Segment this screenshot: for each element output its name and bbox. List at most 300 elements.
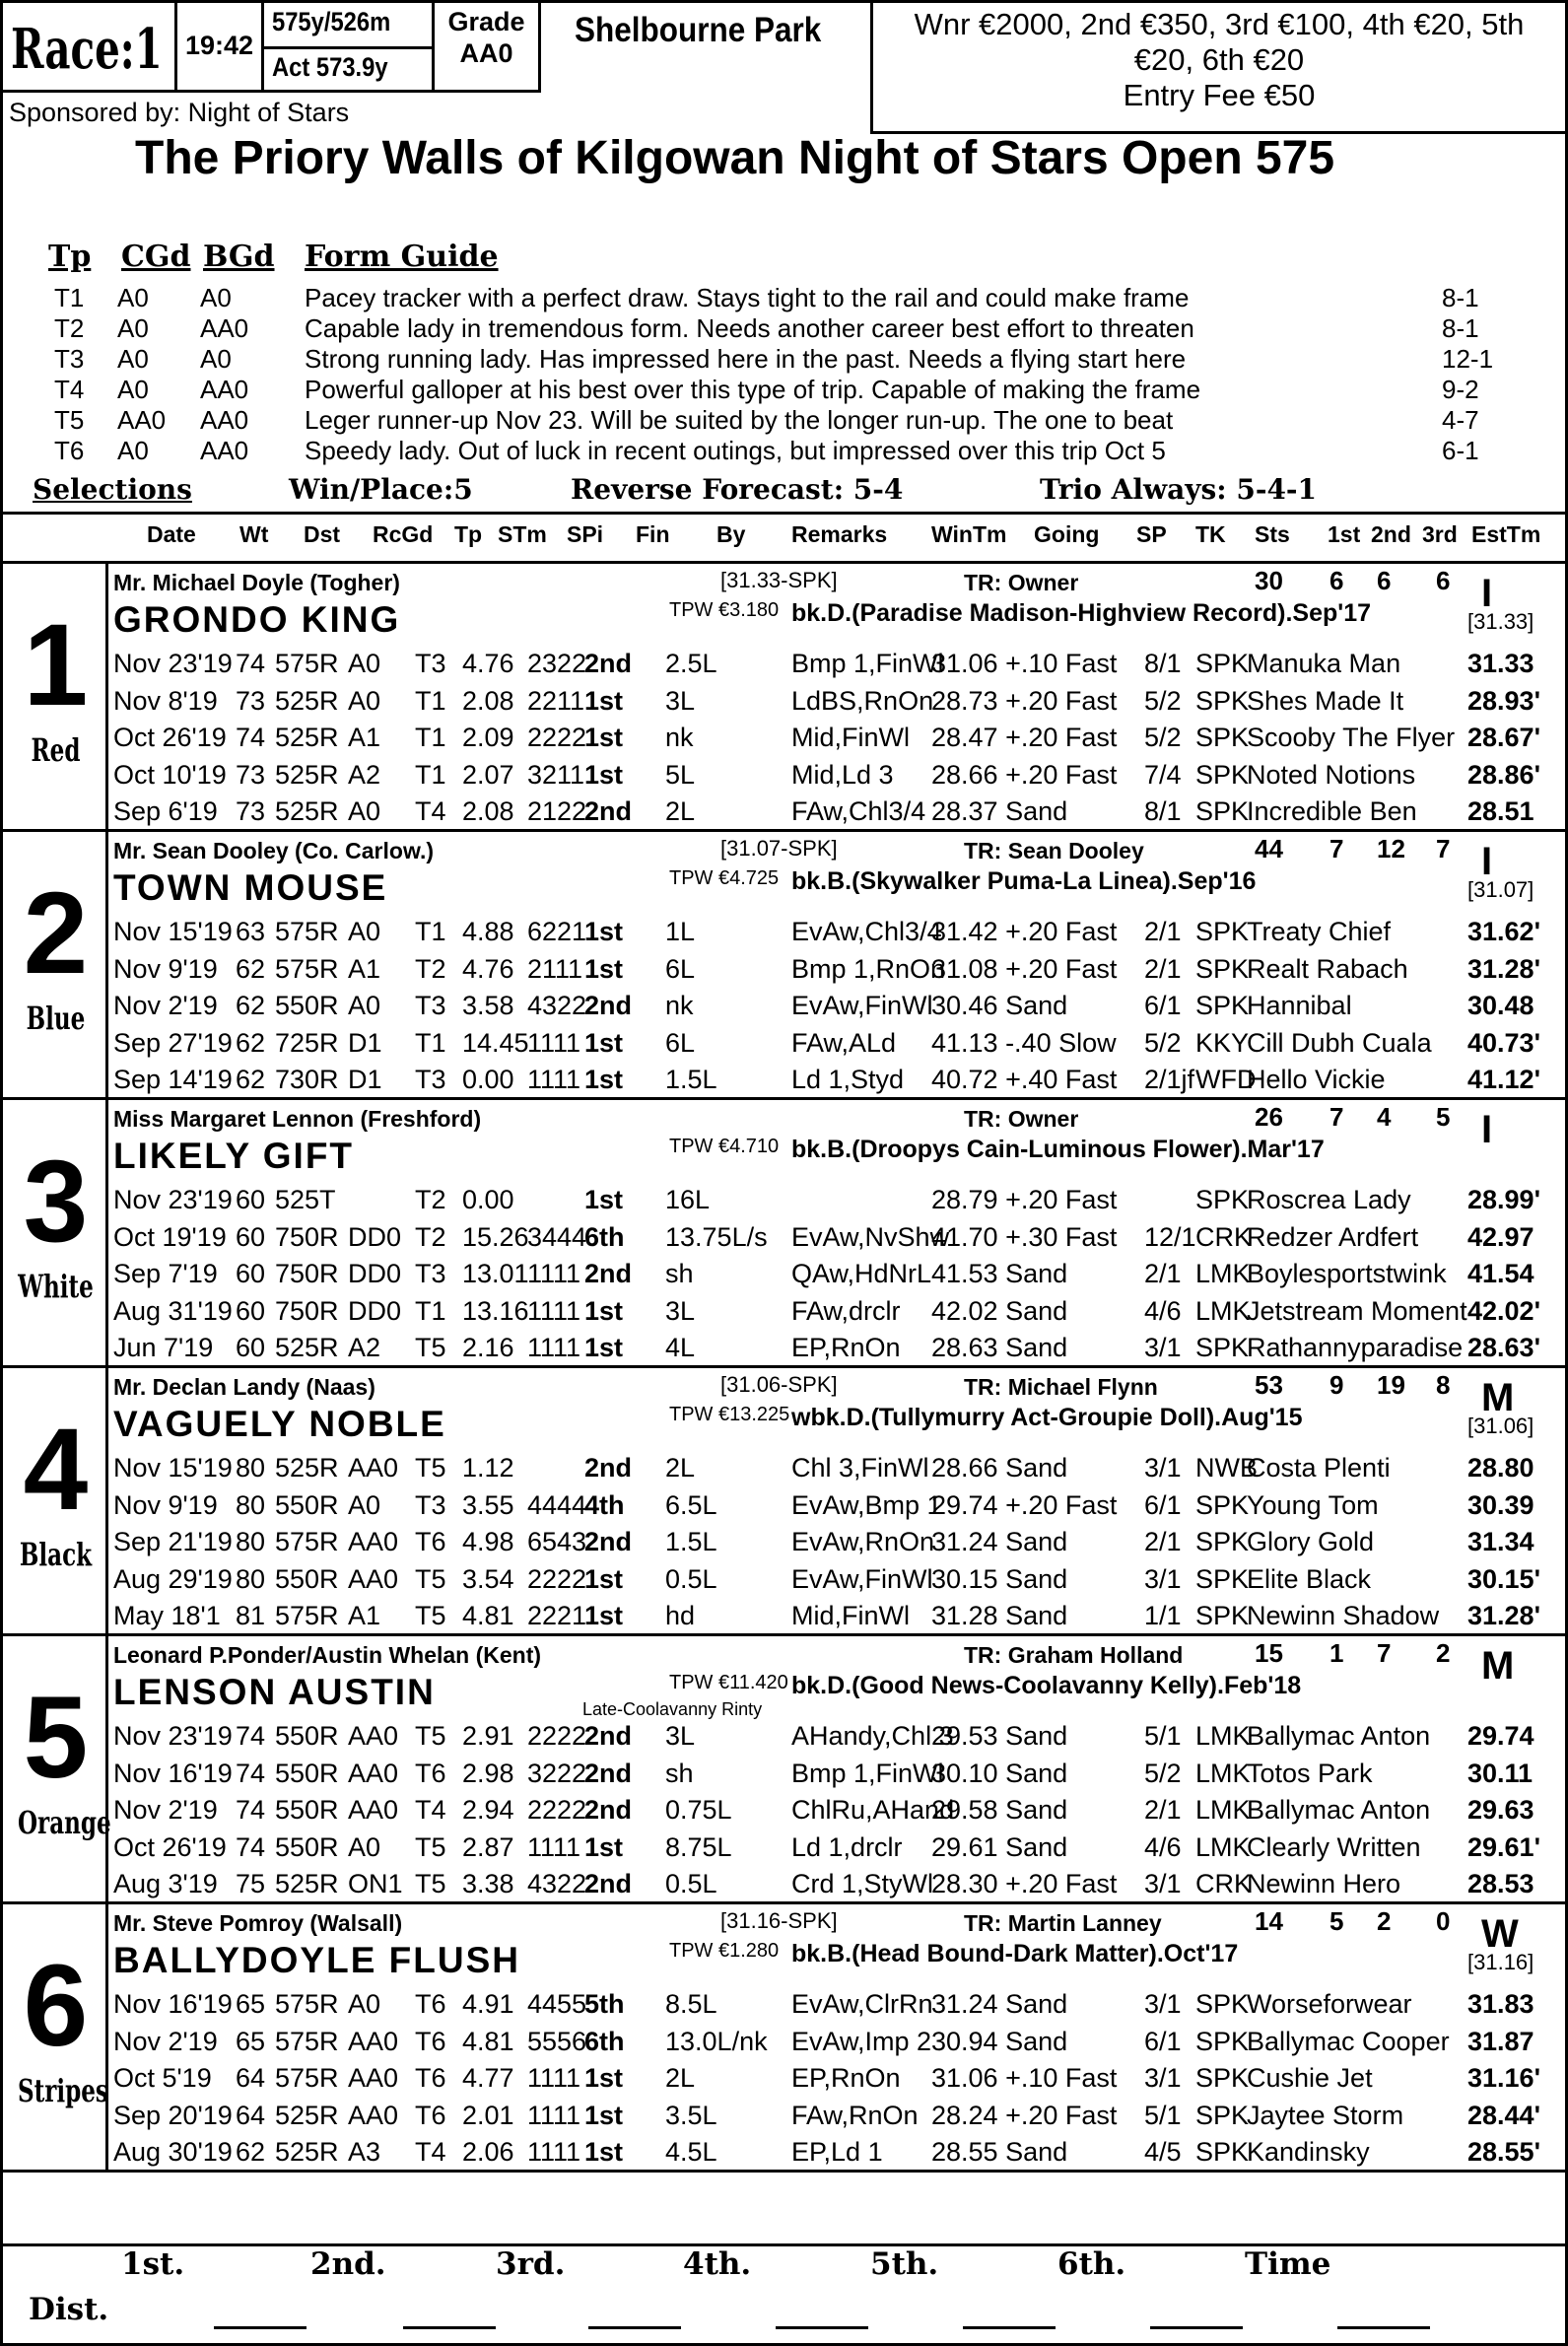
sectional-time: 4.81 xyxy=(462,2026,514,2056)
sectional-time: 13.01 xyxy=(462,1259,529,1288)
weight: 81 xyxy=(236,1601,266,1630)
sectional-time: 2.87 xyxy=(462,1831,514,1862)
race-grade: A2 xyxy=(348,759,381,790)
weight: 62 xyxy=(236,953,266,984)
form-guide-row xyxy=(54,344,1533,375)
weight: 64 xyxy=(236,2063,266,2093)
competitor: Costa Plenti xyxy=(1247,1453,1391,1483)
race-date: Nov 2'19 xyxy=(113,2026,218,2056)
owner: Mr. Declan Landy (Naas) xyxy=(113,1374,375,1400)
trap-box xyxy=(3,1904,108,2170)
remarks: Bmp 1,FinWl xyxy=(791,649,944,678)
form-line xyxy=(113,1333,1562,1366)
sectional-time: 4.88 xyxy=(462,917,514,946)
sectional-positions: 1111 xyxy=(527,1831,581,1862)
wins-second: 2 xyxy=(1377,1906,1392,1936)
fg-odds: 9-2 xyxy=(1442,375,1479,404)
starting-price: 6/1 xyxy=(1144,991,1182,1020)
fg-cgd: A0 xyxy=(117,375,149,404)
starts: 44 xyxy=(1255,834,1283,863)
track: SPK xyxy=(1195,1489,1250,1520)
race-date: Oct 26'19 xyxy=(113,723,227,752)
column-header-1st: 1st xyxy=(1328,521,1361,547)
breeding: bk.D.(Paradise Madison-Highview Record).Sep'17 xyxy=(791,599,1372,627)
runner-section xyxy=(3,1636,1565,1904)
distance-beaten: 3L xyxy=(665,1295,696,1326)
trap-colour: Red xyxy=(31,731,81,769)
est-time: 28.93' xyxy=(1467,685,1540,716)
track: SPK xyxy=(1195,953,1250,984)
column-header-wintm: WinTm xyxy=(931,521,1007,547)
form-line xyxy=(113,954,1562,988)
win-time-going: 28.66 Sand xyxy=(931,1453,1068,1483)
distance-beaten: 6.5L xyxy=(665,1489,717,1520)
track: SPK xyxy=(1195,1185,1250,1214)
sectional-positions: 1111 xyxy=(527,1295,581,1326)
wins-second: 19 xyxy=(1377,1370,1405,1400)
win-time-going: 31.28 Sand xyxy=(931,1601,1068,1630)
competitor: Noted Notions xyxy=(1247,759,1416,790)
weight: 65 xyxy=(236,2026,266,2056)
track: LMK xyxy=(1195,1758,1251,1788)
trap: T6 xyxy=(415,2063,446,2093)
weight: 73 xyxy=(236,685,266,716)
column-header-fin: Fin xyxy=(636,521,670,547)
est-time: 31.33 xyxy=(1467,649,1534,678)
race-distance: 525R xyxy=(275,796,339,826)
finish: 2nd xyxy=(584,991,633,1020)
race-date: Sep 7'19 xyxy=(113,1259,218,1288)
est-time: 28.44' xyxy=(1467,2100,1540,2130)
finish: 1st xyxy=(584,1027,624,1058)
distance-beaten: 0.5L xyxy=(665,1869,717,1898)
est-time: 31.62' xyxy=(1467,917,1540,946)
prizes-line-2: €20, 6th €20 xyxy=(1133,42,1305,77)
trap: T3 xyxy=(415,1065,446,1094)
form-line xyxy=(113,1869,1562,1902)
distance-beaten: 8.75L xyxy=(665,1831,732,1862)
starting-price: 4/6 xyxy=(1144,1295,1182,1326)
form-line xyxy=(113,1065,1562,1098)
win-time-going: 41.53 Sand xyxy=(931,1259,1068,1288)
place-label: 1st. xyxy=(121,2246,185,2282)
form-line xyxy=(113,723,1562,756)
tpw: TPW €4.725 xyxy=(669,867,780,889)
trainer: TR: Owner xyxy=(964,570,1079,595)
sectional-positions: 1111 xyxy=(527,1333,581,1362)
competitor: Clearly Written xyxy=(1247,1831,1421,1862)
remarks: Mid,FinWl xyxy=(791,1601,910,1630)
track: WFD xyxy=(1195,1065,1257,1094)
starting-price: 3/1 xyxy=(1144,2063,1182,2093)
finish: 1st xyxy=(584,1295,624,1326)
competitor: Newinn Hero xyxy=(1247,1869,1401,1898)
form-line xyxy=(113,991,1562,1024)
form-line xyxy=(113,1832,1562,1866)
starting-price: 2/1jf xyxy=(1144,1065,1195,1094)
race-date: Nov 16'19 xyxy=(113,1758,233,1788)
race-distance: 575R xyxy=(275,1527,339,1556)
win-time-going: 28.30 +.20 Fast xyxy=(931,1869,1118,1898)
track: SPK xyxy=(1195,685,1250,716)
trap-box xyxy=(3,564,108,829)
starting-price: 2/1 xyxy=(1144,1527,1182,1556)
race-grade: AA0 xyxy=(348,2100,399,2130)
race-grade: A2 xyxy=(348,1333,381,1362)
tpw: TPW €1.280 xyxy=(669,1940,780,1962)
race-date: Sep 14'19 xyxy=(113,1065,233,1094)
starting-price: 2/1 xyxy=(1144,917,1182,946)
sectional-time: 2.91 xyxy=(462,1721,514,1751)
race-date: Sep 20'19 xyxy=(113,2100,233,2130)
sectional-time: 3.55 xyxy=(462,1489,514,1520)
finish: 1st xyxy=(584,1563,624,1594)
race-grade: A0 xyxy=(348,1489,381,1520)
race-distance: 550R xyxy=(275,1563,339,1594)
form-line xyxy=(113,649,1562,682)
race-grade: D1 xyxy=(348,1065,382,1094)
weight: 63 xyxy=(236,917,266,946)
competitor: Kandinsky xyxy=(1247,2137,1370,2167)
form-line xyxy=(113,2027,1562,2060)
sectional-time: 4.91 xyxy=(462,1989,514,2019)
runner-section xyxy=(3,1368,1565,1636)
finish: 1st xyxy=(584,1601,624,1630)
sectional-positions: 2222 xyxy=(527,723,587,752)
fg-cgd: AA0 xyxy=(117,405,167,435)
form-line xyxy=(113,2063,1562,2097)
distance-beaten: 3L xyxy=(665,1721,696,1751)
win-time-going: 30.15 Sand xyxy=(931,1563,1068,1594)
distance-beaten: 2L xyxy=(665,2063,696,2093)
win-time-going: 28.73 +.20 Fast xyxy=(931,685,1118,716)
starting-price: 2/1 xyxy=(1144,953,1182,984)
sectional-positions: 2222 xyxy=(527,1795,587,1825)
race-grade: A0 xyxy=(348,685,381,716)
starting-price: 8/1 xyxy=(1144,796,1182,826)
trap: T6 xyxy=(415,2100,446,2130)
tpw: TPW €3.180 xyxy=(669,599,780,621)
breeding: bk.B.(Skywalker Puma-La Linea).Sep'16 xyxy=(791,867,1257,895)
weight: 60 xyxy=(236,1259,266,1288)
race-time: 19:42 xyxy=(185,31,254,60)
est-time: 31.83 xyxy=(1467,1989,1534,2019)
sectional-time: 13.16 xyxy=(462,1295,529,1326)
competitor: Jaytee Storm xyxy=(1247,2100,1404,2130)
win-place: Win/Place:5 xyxy=(289,473,473,506)
distance-beaten: 13.75L/s xyxy=(665,1221,768,1252)
competitor: Hannibal xyxy=(1247,991,1352,1020)
form-line xyxy=(113,1795,1562,1828)
track: NWB xyxy=(1195,1453,1258,1483)
competitor: Ballymac Anton xyxy=(1247,1721,1431,1751)
race-grade: A1 xyxy=(348,723,381,752)
place-blank-line xyxy=(963,2326,1056,2329)
fg-comment: Strong running lady. Has impressed here in the past. Needs a flying start here xyxy=(305,344,1187,374)
distance-beaten: 13.0L/nk xyxy=(665,2026,768,2056)
column-header-wt: Wt xyxy=(239,521,269,547)
est-time: 28.67' xyxy=(1467,723,1540,752)
race-date: Nov 16'19 xyxy=(113,1989,233,2019)
race-distance: 525R xyxy=(275,1453,339,1483)
column-header-dst: Dst xyxy=(304,521,341,547)
race-distance: 730R xyxy=(275,1065,339,1094)
fg-header-tp: Tp xyxy=(48,240,92,274)
sectional-time: 2.08 xyxy=(462,685,514,716)
sectional-time: 2.98 xyxy=(462,1758,514,1788)
win-time-going: 28.63 Sand xyxy=(931,1333,1068,1362)
sectional-positions: 2221 xyxy=(527,1601,587,1630)
race-distance: 725R xyxy=(275,1027,339,1058)
extra-note: Late-Coolavanny Rinty xyxy=(582,1699,763,1719)
wins-first: 7 xyxy=(1329,1102,1344,1132)
remarks: FAw,ALd xyxy=(791,1027,897,1058)
sectional-positions: 6221 xyxy=(527,917,587,946)
sectional-positions: 1111 xyxy=(527,1027,581,1058)
column-header-remarks: Remarks xyxy=(791,521,888,547)
race-date: Oct 10'19 xyxy=(113,759,227,790)
distance-beaten: 2L xyxy=(665,796,696,826)
weight: 64 xyxy=(236,2100,266,2130)
win-time-going: 30.10 Sand xyxy=(931,1758,1068,1788)
remarks: Mid,Ld 3 xyxy=(791,759,894,790)
race-date: May 18'1 xyxy=(113,1601,221,1630)
trap: T5 xyxy=(415,1333,446,1362)
win-time-going: 29.58 Sand xyxy=(931,1795,1068,1825)
win-time-going: 28.79 +.20 Fast xyxy=(931,1185,1118,1214)
finish: 2nd xyxy=(584,649,633,678)
race-distance: 575R xyxy=(275,2026,339,2056)
trap-number: 6 xyxy=(23,1941,89,2071)
grade-box xyxy=(435,3,541,93)
track: LMK xyxy=(1195,1795,1251,1825)
column-header-by: By xyxy=(716,521,746,547)
trap: T5 xyxy=(415,1831,446,1862)
track: SPK xyxy=(1195,917,1250,946)
grade-value: AA0 xyxy=(459,38,513,68)
competitor: Totos Park xyxy=(1247,1758,1373,1788)
starting-price: 3/1 xyxy=(1144,1333,1182,1362)
race-grade: ON1 xyxy=(348,1869,403,1898)
est-time: 28.86' xyxy=(1467,759,1540,790)
dog-name: BALLYDOYLE FLUSH xyxy=(113,1940,520,1980)
finish: 2nd xyxy=(584,1721,633,1751)
starting-price: 6/1 xyxy=(1144,2026,1182,2056)
distance-beaten: nk xyxy=(665,723,694,752)
race-date: Nov 15'19 xyxy=(113,1453,233,1483)
est-time: 30.48 xyxy=(1467,991,1534,1020)
est-time: 28.63' xyxy=(1467,1333,1540,1362)
trap-colour: Black xyxy=(19,1536,93,1573)
column-header xyxy=(3,521,1565,553)
fg-odds: 12-1 xyxy=(1442,344,1494,374)
est-time-best: [31.07] xyxy=(1467,877,1534,902)
race-date: Nov 9'19 xyxy=(113,953,218,984)
est-time: 40.73' xyxy=(1467,1027,1540,1058)
race-distance: 550R xyxy=(275,1795,339,1825)
fg-header-guide: Form Guide xyxy=(305,240,499,274)
sectional-time: 4.76 xyxy=(462,649,514,678)
weight: 80 xyxy=(236,1453,266,1483)
sectional-time: 3.38 xyxy=(462,1869,514,1898)
race-grade: A1 xyxy=(348,1601,381,1630)
race-distance: 525R xyxy=(275,685,339,716)
race-date: Nov 23'19 xyxy=(113,649,233,678)
weight: 60 xyxy=(236,1295,266,1326)
starting-price: 5/2 xyxy=(1144,723,1182,752)
win-time-going: 28.66 +.20 Fast xyxy=(931,759,1118,790)
race-date: Sep 21'19 xyxy=(113,1527,233,1556)
sectional-positions: 1111 xyxy=(527,2137,581,2167)
trap: T5 xyxy=(415,1601,446,1630)
race-distance: 525R xyxy=(275,723,339,752)
sectional-positions: 2322 xyxy=(527,649,587,678)
running-style: I xyxy=(1481,1108,1493,1151)
race-date: Jun 7'19 xyxy=(113,1333,214,1362)
sectional-positions: 2211 xyxy=(527,685,585,716)
sectional-positions: 5556 xyxy=(527,2026,587,2056)
distance-beaten: 2L xyxy=(665,1453,696,1483)
remarks: EvAw,NvShw xyxy=(791,1221,950,1252)
place-blank-line xyxy=(776,2326,868,2329)
form-guide-row xyxy=(54,436,1533,466)
column-header-date: Date xyxy=(147,521,196,547)
remarks: FAw,Chl3/4 xyxy=(791,796,926,826)
form-line xyxy=(113,1601,1562,1634)
est-time: 30.39 xyxy=(1467,1489,1534,1520)
track: KKY xyxy=(1195,1027,1250,1058)
race-date: Oct 5'19 xyxy=(113,2063,212,2093)
race-grade: A0 xyxy=(348,991,381,1020)
breeding: bk.B.(Head Bound-Dark Matter).Oct'17 xyxy=(791,1940,1239,1967)
weight: 62 xyxy=(236,1065,266,1094)
form-line xyxy=(113,1296,1562,1330)
sectional-positions: 2111 xyxy=(527,953,583,984)
form-line xyxy=(113,917,1562,950)
trainer: TR: Sean Dooley xyxy=(964,838,1144,863)
weight: 75 xyxy=(236,1869,266,1898)
reverse-forecast: Reverse Forecast: 5-4 xyxy=(571,473,904,506)
win-time-going: 31.24 Sand xyxy=(931,1989,1068,2019)
finish: 2nd xyxy=(584,1795,633,1825)
starting-price: 3/1 xyxy=(1144,1869,1182,1898)
trap-box xyxy=(3,1636,111,1901)
remarks: EvAw,Chl3/4 xyxy=(791,917,942,946)
remarks: Mid,FinWl xyxy=(791,723,910,752)
prize-box xyxy=(870,3,1565,134)
running-style: M xyxy=(1481,1376,1515,1419)
trap: T4 xyxy=(415,796,446,826)
remarks: EP,RnOn xyxy=(791,1333,901,1362)
race-grade: A3 xyxy=(348,2137,381,2167)
starts: 30 xyxy=(1255,566,1283,595)
finish: 1st xyxy=(584,759,624,790)
competitor: Shes Made It xyxy=(1247,685,1404,716)
weight: 74 xyxy=(236,649,266,678)
race-grade: A0 xyxy=(348,649,381,678)
sectional-time: 0.00 xyxy=(462,1185,514,1214)
breeding: bk.D.(Good News-Coolavanny Kelly).Feb'18 xyxy=(791,1672,1302,1699)
fg-comment: Capable lady in tremendous form. Needs another career best effort to threaten xyxy=(305,313,1194,343)
sectional-positions: 1111 xyxy=(527,1065,581,1094)
est-time: 30.15' xyxy=(1467,1563,1540,1594)
distance-beaten: 1L xyxy=(665,917,696,946)
weight: 73 xyxy=(236,796,266,826)
finish: 6th xyxy=(584,2026,625,2056)
distance-beaten: 4.5L xyxy=(665,2137,717,2167)
remarks: EvAw,ClrRn xyxy=(791,1989,933,2019)
form-guide-row xyxy=(54,405,1533,436)
owner: Mr. Michael Doyle (Togher) xyxy=(113,570,400,595)
form-line xyxy=(113,1453,1562,1486)
win-time-going: 28.24 +.20 Fast xyxy=(931,2100,1118,2130)
competitor: Treaty Chief xyxy=(1247,917,1392,946)
race-distance: 550R xyxy=(275,1758,339,1788)
competitor: Elite Black xyxy=(1247,1563,1372,1594)
est-time: 28.99' xyxy=(1467,1185,1540,1214)
race-date: Oct 26'19 xyxy=(113,1831,227,1862)
trap: T5 xyxy=(415,1563,446,1594)
race-distance: 525R xyxy=(275,2100,339,2130)
win-time-going: 31.06 +.10 Fast xyxy=(931,649,1118,678)
column-header-stm: STm xyxy=(498,521,547,547)
race-date: Nov 9'19 xyxy=(113,1489,218,1520)
est-time: 31.28' xyxy=(1467,1601,1540,1630)
breeding: wbk.D.(Tullymurry Act-Groupie Doll).Aug'15 xyxy=(791,1404,1303,1431)
track: SPK xyxy=(1195,2063,1250,2093)
place-label: 3rd. xyxy=(496,2246,566,2282)
trap-number: 5 xyxy=(23,1673,89,1803)
owner: Mr. Steve Pomroy (Walsall) xyxy=(113,1910,403,1936)
win-time-going: 30.46 Sand xyxy=(931,991,1068,1020)
wins-second: 7 xyxy=(1377,1638,1392,1668)
race-grade: A0 xyxy=(348,917,381,946)
trap: T6 xyxy=(415,1758,446,1788)
weight: 60 xyxy=(236,1221,266,1252)
starting-price: 5/2 xyxy=(1144,1027,1182,1058)
runner-section xyxy=(3,1100,1565,1368)
sectional-positions: 4444 xyxy=(527,1489,587,1520)
trap-number: 2 xyxy=(23,868,89,999)
starting-price: 5/1 xyxy=(1144,2100,1182,2130)
race-grade: AA0 xyxy=(348,1721,399,1751)
competitor: Scooby The Flyer xyxy=(1247,723,1456,752)
form-line xyxy=(113,1259,1562,1292)
track: SPK xyxy=(1195,2026,1250,2056)
race-grade: DD0 xyxy=(348,1221,402,1252)
track: SPK xyxy=(1195,649,1250,678)
trap: T3 xyxy=(415,1489,446,1520)
fg-header-cgd: CGd xyxy=(121,240,191,274)
race-grade: AA0 xyxy=(348,1527,399,1556)
est-time: 29.74 xyxy=(1467,1721,1534,1751)
wins-first: 5 xyxy=(1329,1906,1344,1936)
competitor: Boylesportstwink xyxy=(1247,1259,1447,1288)
fg-header-bgd: BGd xyxy=(203,240,275,274)
weight: 60 xyxy=(236,1185,266,1214)
win-time-going: 40.72 +.40 Fast xyxy=(931,1065,1118,1094)
distance-beaten: 6L xyxy=(665,953,696,984)
distance-beaten: 1.5L xyxy=(665,1527,717,1556)
track: LMK xyxy=(1195,1295,1251,1326)
place-label: 6th. xyxy=(1057,2246,1126,2282)
wins-first: 1 xyxy=(1329,1638,1344,1668)
form-line xyxy=(113,1527,1562,1560)
sectional-time: 2.94 xyxy=(462,1795,514,1825)
starting-price: 3/1 xyxy=(1144,1989,1182,2019)
trap-colour: White xyxy=(18,1268,94,1305)
competitor: Cill Dubh Cuala xyxy=(1247,1027,1432,1058)
